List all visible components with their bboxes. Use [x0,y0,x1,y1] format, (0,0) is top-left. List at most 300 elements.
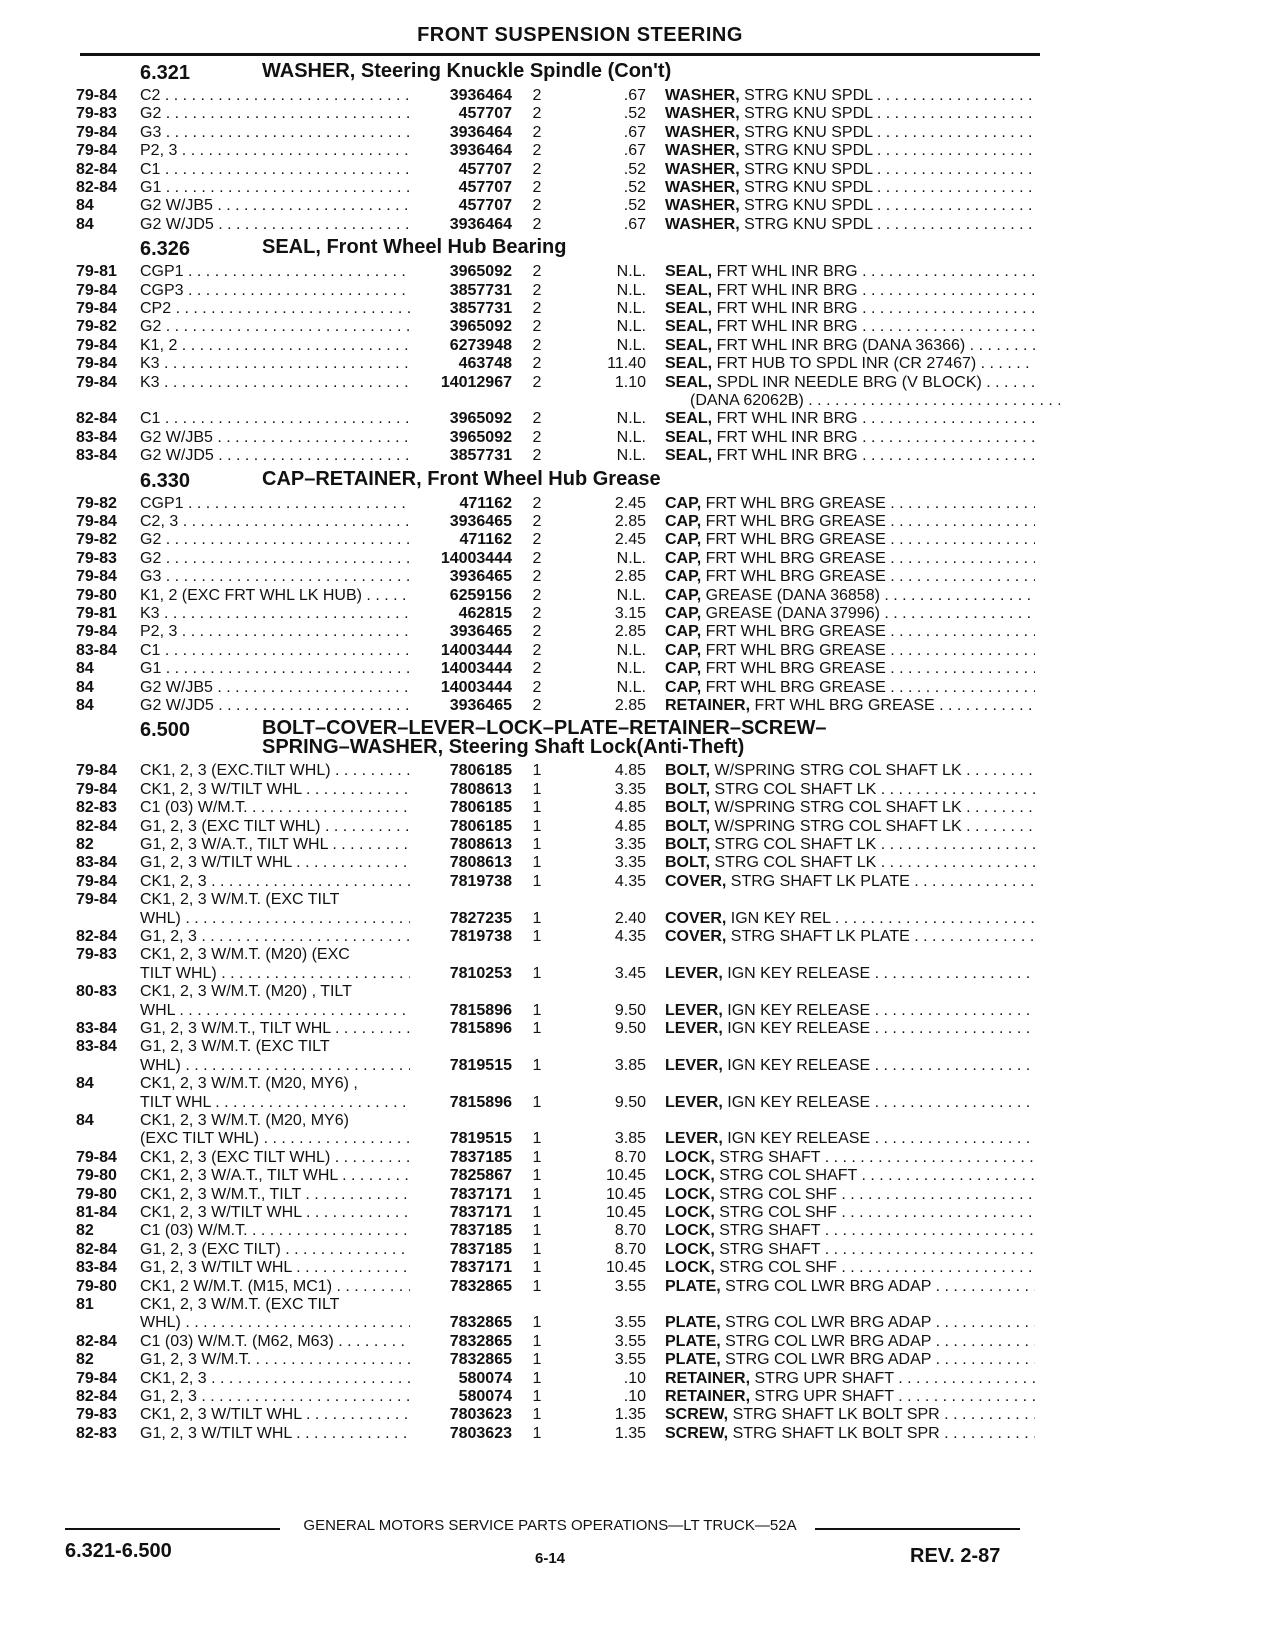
part-description [665,873,1035,891]
quantity: 1 [532,780,542,798]
part-noun: SEAL, [665,410,713,428]
model-applicability: G1, 2, 3 W/A.T., TILT WHL . . . [140,836,410,854]
quantity: 1 [532,872,542,890]
list-price: 3.55 [614,1314,646,1332]
list-price: 2.45 [614,494,646,512]
model-applicability: G1, 2, 3 . . . [140,1388,410,1406]
model-applicability: CK1, 2, 3 (EXC.TILT WHL) . . . [140,762,410,780]
model-applicability: G2 . . . [140,550,410,568]
model-applicability: G1, 2, 3 W/M.T., TILT WHL . . . [140,1020,410,1038]
part-noun: SEAL, [665,281,713,299]
part-description [665,1204,1035,1222]
model-years: 84 [76,215,94,233]
parts-row [0,374,1280,392]
part-number: 7819515 [449,1056,512,1074]
list-price: 10.45 [605,1167,646,1185]
part-description [665,605,1035,623]
model-applicability: CK1, 2, 3 W/A.T., TILT WHL . . . [140,1167,410,1185]
part-description-text: STRG KNU SPDL [739,105,873,123]
part-noun: SEAL, [665,318,713,336]
parts-row [0,965,1280,983]
part-noun: WASHER, [665,105,740,123]
model-applicability: C1 (03) W/M.T. (M62, M63) . . . [140,1333,410,1351]
part-description-text: FRT WHL BRG GREASE [750,697,935,714]
part-description [665,355,1035,373]
model-applicability: CK1, 2, 3 W/M.T. (EXC TILT [140,891,340,909]
model-years: 79-81 [76,263,117,281]
parts-row [0,1406,1280,1424]
part-description [665,1149,1035,1167]
quantity: 2 [532,531,542,549]
model-applicability: CK1, 2, 3 W/M.T. (M20, MY6) [140,1112,349,1129]
model-years: 79-80 [76,1277,117,1295]
model-applicability: TILT WHL) . . . [140,965,410,983]
quantity: 1 [532,1369,542,1387]
parts-row [0,587,1280,605]
part-description-text: STRG SHAFT [714,1240,821,1258]
part-number: 3965092 [449,410,512,428]
model-years: 79-84 [76,355,117,373]
part-description [665,587,1035,605]
quantity: 2 [532,318,542,336]
part-description-text: IGN KEY RELEASE [722,1093,871,1111]
model-applicability: CGP1 . . . [140,495,410,513]
quantity: 2 [532,142,542,160]
part-description-text: STRG COL LWR BRG ADAP [720,1314,932,1332]
part-number: 7806185 [449,799,512,817]
parts-row [0,799,1280,817]
section-number: 6.321 [140,62,191,84]
list-price: 1.35 [614,1406,646,1424]
model-years: 79-84 [76,891,117,909]
part-number: 14012967 [440,373,512,391]
list-price: 9.50 [614,1093,646,1111]
quantity: 2 [532,623,542,641]
section-title: WASHER, Steering Knuckle Spindle (Con't) [262,60,672,82]
quantity: 1 [532,854,542,872]
part-description [665,1222,1035,1240]
model-applicability: G2 W/JD5 . . . [140,697,410,715]
part-number: 7832865 [449,1314,512,1332]
part-noun: LEVER, [665,1001,723,1019]
model-applicability: G3 . . . [140,124,410,142]
model-years: 79-84 [76,300,117,317]
part-description-text: STRG COL SHAFT LK [710,780,877,798]
part-number: 3857731 [449,300,512,317]
list-price: N.L. [616,428,646,446]
model-applicability: G1, 2, 3 (EXC TILT) . . . [140,1241,410,1259]
parts-row [0,1186,1280,1204]
part-number: 14003444 [440,641,512,659]
part-description-text: IGN KEY RELEASE [722,1056,871,1074]
part-description [665,1167,1035,1185]
model-applicability: K1, 2 . . . [140,337,410,355]
model-applicability: (EXC TILT WHL) . . . [140,1130,410,1148]
part-description-text: FRT WHL INR BRG [712,318,858,336]
list-price: 3.15 [614,605,646,622]
part-number: 457707 [458,105,512,123]
part-noun: CAP, [665,513,702,530]
list-price: 4.85 [614,817,646,835]
part-noun: SEAL, [665,355,713,373]
model-years: 82-83 [76,799,117,817]
part-description-text: FRT WHL INR BRG [712,447,858,465]
part-noun: CAP, [665,605,702,622]
part-description-text: FRT WHL INR BRG [712,410,858,428]
part-noun: WASHER, [665,215,740,233]
quantity: 1 [532,1056,542,1074]
part-number: 7837171 [449,1204,512,1221]
part-description [665,1425,1035,1443]
model-applicability: P2, 3 . . . [140,623,410,641]
model-years: 84 [76,1112,94,1129]
part-description [665,1020,1035,1038]
list-price: 3.55 [614,1277,646,1295]
part-noun: CAP, [665,641,702,659]
part-number: 462815 [458,605,512,622]
model-applicability: CK1, 2 W/M.T. (M15, MC1) . . . [140,1278,410,1296]
model-applicability: CK1, 2, 3 W/M.T. (M20) , TILT [140,983,352,1001]
model-applicability: CK1, 2, 3 (EXC TILT WHL) . . . [140,1149,410,1167]
part-noun: PLATE, [665,1314,721,1332]
model-years: 79-84 [76,142,117,160]
part-description [665,965,1035,983]
part-noun: CAP, [665,549,702,567]
part-noun: LEVER, [665,964,723,982]
part-noun: LEVER, [665,1056,723,1074]
part-noun: BOLT, [665,799,711,817]
list-price: .52 [623,160,646,178]
quantity: 2 [532,494,542,512]
section-header [0,62,1280,86]
parts-row [0,1038,1280,1056]
parts-row [0,642,1280,660]
list-price: .52 [623,197,646,215]
part-description [665,374,1035,392]
part-noun: SEAL, [665,428,713,446]
list-price: N.L. [616,263,646,281]
part-description-text: STRG UPR SHAFT [750,1388,894,1405]
part-number: 7808613 [449,854,512,872]
part-description [665,179,1035,197]
list-price: N.L. [616,660,646,678]
part-number: 3965092 [449,428,512,446]
parts-row [0,300,1280,318]
model-applicability: G1, 2, 3 W/TILT WHL . . . [140,1259,410,1277]
parts-row [0,1130,1280,1148]
model-years: 79-84 [76,513,117,530]
list-price: 3.85 [614,1056,646,1074]
parts-row [0,531,1280,549]
part-number: 7825867 [449,1167,512,1185]
list-price: 11.40 [607,355,646,373]
model-applicability: G1, 2, 3 W/M.T. . . . [140,1351,410,1369]
model-years: 79-83 [76,1406,117,1424]
quantity: 1 [532,1332,542,1350]
model-applicability: CK1, 2, 3 W/M.T., TILT . . . [140,1186,410,1204]
parts-row [0,1351,1280,1369]
list-price: N.L. [616,678,646,696]
part-number: 3936464 [449,87,512,104]
part-number: 6259156 [449,586,512,604]
part-description-text: STRG SHAFT LK PLATE [726,872,910,890]
part-noun: CAP, [665,494,702,512]
footer-rule-right [815,1528,1020,1530]
part-description [665,105,1035,123]
model-applicability: WHL) . . . [140,1314,410,1332]
part-noun: LEVER, [665,1093,723,1111]
model-applicability: G1, 2, 3 . . . [140,928,410,946]
part-number: 14003444 [440,678,512,696]
part-noun: RETAINER, [665,1369,751,1387]
part-noun: LOCK, [665,1167,715,1185]
quantity: 2 [532,605,542,622]
list-price: N.L. [616,447,646,465]
part-description-text: FRT WHL BRG GREASE [701,494,886,512]
parts-row [0,679,1280,697]
part-number: 7815896 [449,1001,512,1019]
parts-row [0,337,1280,355]
quantity: 1 [532,1001,542,1019]
parts-row [0,447,1280,465]
part-number: 3936465 [449,697,512,714]
part-noun: CAP, [665,660,702,678]
part-description [665,697,1035,715]
list-price: 10.45 [605,1185,646,1203]
part-description-text: FRT WHL INR BRG (DANA 36366) [712,336,966,354]
part-number: 7803623 [449,1406,512,1424]
parts-row [0,1259,1280,1277]
part-number: 457707 [458,197,512,215]
part-description [665,337,1035,355]
model-applicability: G2 W/JD5 . . . [140,447,410,465]
model-years: 81-84 [76,1204,117,1221]
quantity: 2 [532,697,542,714]
model-years: 82 [76,836,94,853]
list-price: 10.45 [605,1259,646,1277]
model-years: 79-80 [76,586,117,604]
model-years: 79-82 [76,531,117,549]
part-description-text: STRG COL LWR BRG ADAP [720,1351,932,1369]
quantity: 2 [532,410,542,428]
section-number: 6.330 [140,469,191,492]
model-applicability: G1 . . . [140,660,410,678]
parts-row [0,781,1280,799]
model-applicability: CK1, 2, 3 W/M.T. (M20, MY6) , [140,1075,358,1093]
quantity: 1 [532,799,542,817]
part-number: 7837171 [449,1185,512,1203]
model-applicability: K3 . . . [140,605,410,623]
parts-row [0,854,1280,872]
page-title: FRONT SUSPENSION STEERING [417,24,743,46]
model-years: 79-84 [76,762,117,780]
parts-row [0,318,1280,336]
part-description-text: IGN KEY RELEASE [722,1020,871,1037]
quantity: 1 [532,928,542,945]
part-description-text: FRT WHL BRG GREASE [701,568,886,586]
model-applicability: G2 W/JB5 . . . [140,197,410,215]
quantity: 2 [532,105,542,123]
part-number: 3936465 [449,568,512,586]
model-years: 82-84 [76,1240,117,1258]
part-number: 463748 [458,355,512,373]
part-number: 7832865 [449,1277,512,1295]
part-description-text: IGN KEY RELEASE [722,964,871,982]
part-description [665,197,1035,215]
part-noun: BOLT, [665,762,711,780]
model-years: 82-84 [76,179,117,196]
part-description [665,447,1035,465]
part-noun: PLATE, [665,1277,721,1295]
list-price: 2.40 [614,909,646,927]
part-description [665,679,1035,697]
part-description [665,282,1035,300]
quantity: 1 [532,1167,542,1185]
model-years: 79-82 [76,318,117,336]
part-noun: WASHER, [665,87,740,104]
part-description [665,1002,1035,1020]
part-number: 14003444 [440,660,512,678]
list-price: 2.85 [614,623,646,641]
model-applicability: G2 . . . [140,531,410,549]
model-years: 82-84 [76,1332,117,1350]
list-price: 2.85 [614,568,646,586]
part-noun: LOCK, [665,1222,715,1240]
part-description [665,660,1035,678]
part-description [665,513,1035,531]
part-noun: SEAL, [665,263,713,281]
quantity: 1 [532,817,542,835]
quantity: 2 [532,447,542,465]
quantity: 2 [532,586,542,604]
quantity: 2 [532,660,542,678]
parts-row [0,105,1280,123]
quantity: 2 [532,568,542,586]
part-description-text: STRG COL LWR BRG ADAP [720,1277,932,1295]
part-description-text: FRT WHL BRG GREASE [701,678,886,696]
part-noun: CAP, [665,586,702,604]
part-noun: WASHER, [665,142,740,160]
list-price: .52 [623,105,646,123]
quantity: 1 [532,1351,542,1369]
parts-row [0,1370,1280,1388]
model-years: 79-84 [76,373,117,391]
quantity: 2 [532,300,542,317]
part-number: 7827235 [449,909,512,927]
model-years: 79-84 [76,568,117,586]
part-description-text: GREASE (DANA 37996) [701,605,880,622]
part-description-text: STRG KNU SPDL [739,215,873,233]
parts-row [0,263,1280,281]
model-applicability: CK1, 2, 3 W/M.T. (M20) (EXC [140,946,350,964]
part-description-text: STRG COL SHF [714,1204,837,1221]
list-price: .52 [623,179,646,196]
part-number: 7832865 [449,1332,512,1350]
part-description-text: FRT WHL INR BRG [712,281,858,299]
quantity: 1 [532,1185,542,1203]
part-noun: WASHER, [665,197,740,215]
parts-row [0,410,1280,428]
part-noun: LOCK, [665,1185,715,1203]
quantity: 2 [532,513,542,530]
quantity: 1 [532,1424,542,1442]
model-applicability: G1, 2, 3 (EXC TILT WHL) . . . [140,818,410,836]
part-number: 457707 [458,179,512,196]
part-description [665,928,1035,946]
parts-row [0,1075,1280,1093]
model-years: 83-84 [76,1020,117,1037]
part-description [665,1259,1035,1277]
parts-row [0,1388,1280,1406]
quantity: 1 [532,1406,542,1424]
quantity: 2 [532,549,542,567]
part-description-text: SPDL INR NEEDLE BRG (V BLOCK) [712,373,982,391]
list-price: 3.35 [614,854,646,872]
model-years: 79-84 [76,872,117,890]
part-description-text: STRG SHAFT [714,1148,821,1166]
part-description-text: FRT WHL BRG GREASE [701,513,886,530]
footer-section-range: 6.321-6.500 [65,1540,172,1562]
quantity: 1 [532,1277,542,1295]
list-price: 1.10 [614,373,646,391]
parts-row [0,873,1280,891]
quantity: 1 [532,1388,542,1405]
part-noun: SCREW, [665,1424,729,1442]
quantity: 2 [532,678,542,696]
list-price: .10 [623,1388,646,1405]
list-price: 2.85 [614,513,646,530]
list-price: 3.55 [614,1351,646,1369]
part-description-text: W/SPRING STRG COL SHAFT LK [710,817,962,835]
model-applicability: K3 . . . [140,355,410,373]
parts-row [0,928,1280,946]
section-number: 6.500 [140,719,191,742]
parts-row [0,836,1280,854]
part-noun: CAP, [665,568,702,586]
list-price: N.L. [616,300,646,317]
model-years: 79-80 [76,1185,117,1203]
model-applicability: CGP3 . . . [140,282,410,300]
part-description [665,410,1035,428]
list-price: 2.85 [614,697,646,714]
part-number: 471162 [459,531,512,549]
section-title: BOLT–COVER–LEVER–LOCK–PLATE–RETAINER–SCREW– [262,717,827,740]
parts-row [0,946,1280,964]
model-years: 82-83 [76,1424,117,1442]
model-applicability: P2, 3 . . . [140,142,410,160]
model-years: 79-81 [76,605,117,622]
model-years: 79-80 [76,1167,117,1185]
parts-row [0,983,1280,1001]
parts-row [0,1278,1280,1296]
parts-row [0,1241,1280,1259]
model-applicability: C1 (03) W/M.T. . . . [140,799,410,817]
part-description-text: STRG COL SHF [714,1259,837,1277]
model-applicability: C1 . . . [140,642,410,660]
quantity: 2 [532,355,542,373]
part-description-text: STRG UPR SHAFT [750,1369,894,1387]
part-number: 7806185 [449,817,512,835]
model-applicability: TILT WHL . . . [140,1094,410,1112]
part-noun: CAP, [665,531,702,549]
part-noun: COVER, [665,928,727,945]
model-applicability: CK1, 2, 3 W/M.T. (EXC TILT [140,1296,340,1313]
part-description-text: FRT WHL BRG GREASE [701,641,886,659]
part-number: 7815896 [449,1093,512,1111]
parts-row [0,697,1280,715]
list-price: 3.45 [614,964,646,982]
part-description-text: IGN KEY RELEASE [722,1001,871,1019]
